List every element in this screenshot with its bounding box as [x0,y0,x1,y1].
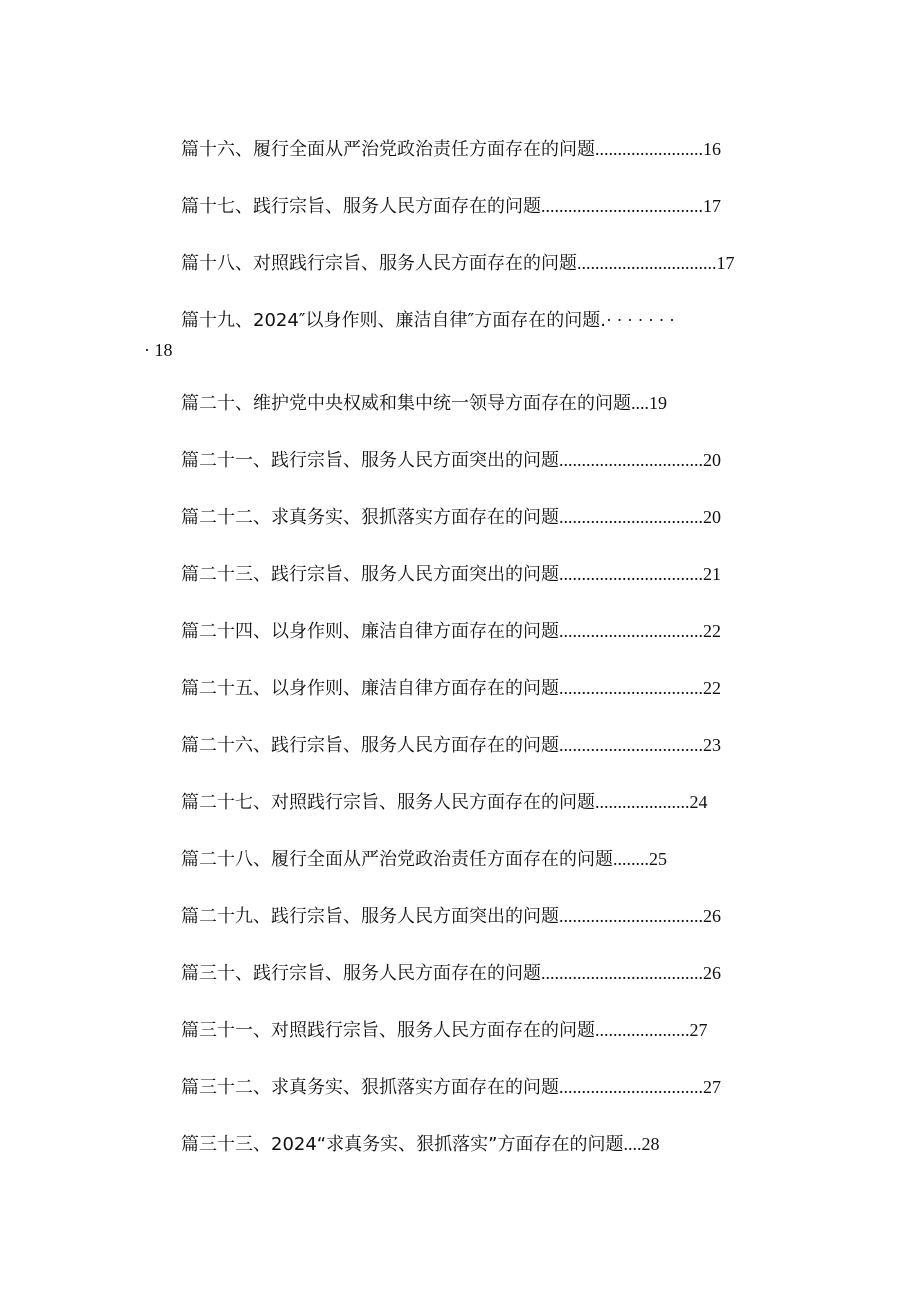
toc-entry-title: 篇十九、2024″以身作则、廉洁自律″方面存在的问题. [181,310,606,331]
toc-entry-page: 20 [703,450,721,470]
toc-entry-leader: ........ [613,849,649,869]
table-of-contents [144,136,781,1188]
toc-entry-leader: ..................... [595,1020,690,1040]
toc-entry-leader: ................................ [559,507,703,527]
toc-entry[interactable] [181,561,781,588]
toc-entry[interactable] [181,903,781,930]
toc-entry[interactable] [181,1074,781,1101]
toc-entry-page: 16 [703,139,721,159]
toc-entry-page: 19 [649,393,667,413]
toc-entry-leader: ................................ [559,1077,703,1097]
toc-entry-page: 27 [689,1020,708,1040]
toc-entry-page: 22 [703,621,721,641]
toc-entry-title: 篇二十九、践行宗旨、服务人民方面突出的问题 [181,906,559,927]
toc-entry[interactable] [181,960,781,987]
toc-entry-leader: ................................ [559,678,703,698]
toc-entry-title: 篇二十五、以身作则、廉洁自律方面存在的问题 [181,678,559,699]
toc-entry-page: 17 [703,196,721,216]
toc-entry-page: 27 [703,1077,721,1097]
toc-entry-title: 篇二十一、践行宗旨、服务人民方面突出的问题 [181,450,559,471]
toc-entry[interactable] [181,447,781,474]
toc-entry-title: 篇十八、对照践行宗旨、服务人民方面存在的问题 [181,253,577,274]
toc-entry-page: 26 [703,963,721,983]
toc-entry-title: 篇二十六、践行宗旨、服务人民方面存在的问题 [181,735,559,756]
toc-entry-page: · 18 [144,340,173,360]
toc-entry-leader: ................................ [559,735,703,755]
toc-entry-title: 篇三十一、对照践行宗旨、服务人民方面存在的问题 [181,1020,595,1041]
toc-entry[interactable] [181,193,781,220]
toc-entry-page: 23 [703,735,721,755]
toc-entry[interactable] [181,732,781,759]
toc-entry-leader: .... [631,393,649,413]
toc-entry-page: 17 [716,253,735,273]
toc-entry-title: 篇十七、践行宗旨、服务人民方面存在的问题 [181,196,541,217]
toc-entry-title: 篇二十八、履行全面从严治党政治责任方面存在的问题 [181,849,613,870]
toc-entry-leader: ................................ [559,621,703,641]
toc-entry-leader: ................................ [559,450,703,470]
toc-entry[interactable] [181,504,781,531]
toc-entry-title: 篇三十二、求真务实、狠抓落实方面存在的问题 [181,1077,559,1098]
toc-entry-title: 篇三十、践行宗旨、服务人民方面存在的问题 [181,963,541,984]
toc-entry[interactable] [181,618,781,645]
toc-entry[interactable] [181,250,781,277]
toc-entry[interactable] [181,1131,781,1158]
toc-entry-leader: ............................... [577,253,717,273]
toc-entry-leader: ................................ [559,906,703,926]
toc-entry[interactable] [181,675,781,702]
toc-entry-page: 21 [703,564,721,584]
toc-entry[interactable] [144,307,781,363]
toc-entry-title: 篇十六、履行全面从严治党政治责任方面存在的问题 [181,139,595,160]
toc-entry-title: 篇二十七、对照践行宗旨、服务人民方面存在的问题 [181,792,595,813]
toc-entry-page: 20 [703,507,721,527]
toc-entry-page: 26 [703,906,721,926]
toc-entry-page: 25 [649,849,667,869]
toc-entry[interactable] [181,789,781,816]
toc-entry-title: 篇二十、维护党中央权威和集中统一领导方面存在的问题 [181,393,631,414]
toc-entry[interactable] [181,390,781,417]
toc-entry-leader: .................................... [541,196,703,216]
toc-entry-title: 篇三十三、2024“求真务实、狠抓落实”方面存在的问题 [181,1134,624,1155]
toc-entry[interactable] [181,846,781,873]
toc-entry-leader: .... [623,1134,642,1154]
toc-entry[interactable] [181,136,781,163]
toc-entry-title: 篇二十四、以身作则、廉洁自律方面存在的问题 [181,621,559,642]
toc-entry-title: 篇二十三、践行宗旨、服务人民方面突出的问题 [181,564,559,585]
toc-entry-page: 24 [689,792,708,812]
toc-entry-leader: .................................... [541,963,703,983]
toc-entry-page: 28 [641,1134,660,1154]
toc-entry-leader: ................................ [559,564,703,584]
toc-entry[interactable] [181,1017,781,1044]
toc-entry-page: 22 [703,678,721,698]
toc-entry-leader: ..................... [595,792,690,812]
toc-entry-title: 篇二十二、求真务实、狠抓落实方面存在的问题 [181,507,559,528]
toc-entry-leader: ........................ [595,139,703,159]
toc-entry-leader: · · · · · · · [605,310,675,330]
